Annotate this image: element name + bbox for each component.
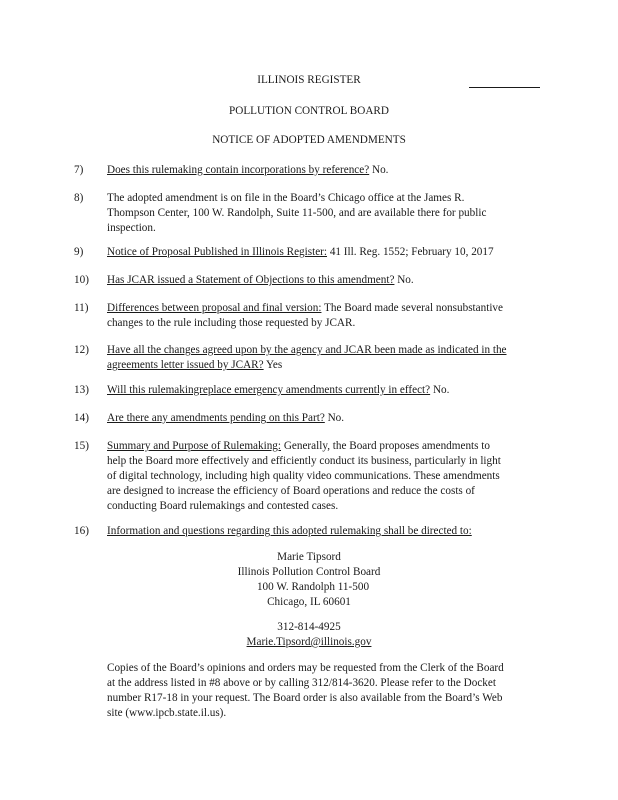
contact-address: 100 W. Randolph 11-500 xyxy=(256,581,370,593)
register-title: ILLINOIS REGISTER xyxy=(257,74,361,86)
item-number: 11) xyxy=(74,302,89,314)
item-number: 7) xyxy=(74,164,84,176)
notice-title: NOTICE OF ADOPTED AMENDMENTS xyxy=(212,134,406,146)
item-label: Differences between proposal and final version: xyxy=(107,302,322,314)
contact-phone: 312-814-4925 xyxy=(277,621,341,633)
item-text-line: Thompson Center, 100 W. Randolph, Suite 11-500, and are available there for public xyxy=(107,207,487,219)
contact-email[interactable] xyxy=(0,635,618,650)
email-link[interactable]: Marie.Tipsord@illinois.gov xyxy=(246,636,372,648)
item-label: Will this rulemakingreplace emergency amendments currently in effect? xyxy=(107,384,431,396)
closing-line: number R17-18 in your request. The Board order is also available from the Board’s Web xyxy=(107,692,503,704)
closing-paragraph xyxy=(107,661,543,721)
item-answer: No. xyxy=(369,164,389,176)
list-item xyxy=(107,524,543,539)
board-title: POLLUTION CONTROL BOARD xyxy=(229,105,389,117)
item-answer: 41 Ill. Reg. 1552; February 10, 2017 xyxy=(327,246,494,258)
item-text-line: changes to the rule including those requested by JCAR. xyxy=(107,317,356,329)
item-label: Notice of Proposal Published in Illinois Register: xyxy=(107,246,328,258)
item-number: 16) xyxy=(74,525,89,537)
closing-line: at the address listed in #8 above or by calling 312/814-3620. Please refer to the Docket xyxy=(107,677,496,689)
list-item xyxy=(107,383,543,398)
item-answer: No. xyxy=(324,412,345,424)
item-label: Information and questions regarding this adopted rulemaking shall be directed to: xyxy=(107,525,472,537)
item-label: Are there any amendments pending on this Part? xyxy=(107,412,325,424)
list-item xyxy=(107,191,543,236)
item-number: 10) xyxy=(74,274,89,286)
item-text-line: help the Board more effectively and efficiently conduct its business, particularly in light xyxy=(107,455,501,467)
list-item xyxy=(107,273,543,288)
item-number: 12) xyxy=(74,344,89,356)
item-label: Has JCAR issued a Statement of Objections to this amendment? xyxy=(107,274,395,286)
list-item xyxy=(107,343,543,373)
item-label: Have all the changes agreed upon by the agency and JCAR been made as indicated in the xyxy=(107,344,507,356)
contact-org: Illinois Pollution Control Board xyxy=(237,566,381,578)
closing-line: Copies of the Board’s opinions and orders may be requested from the Clerk of the Board xyxy=(107,662,504,674)
list-item xyxy=(107,301,543,331)
item-number: 9) xyxy=(74,246,84,258)
item-text-line: inspection. xyxy=(107,222,156,234)
item-number: 14) xyxy=(74,412,89,424)
item-label-continued: agreements letter issued by JCAR? xyxy=(107,359,264,371)
item-label: Does this rulemaking contain incorporations by reference? xyxy=(107,164,370,176)
list-item xyxy=(107,245,543,260)
item-number: 15) xyxy=(74,440,89,452)
item-number: 13) xyxy=(74,384,89,396)
item-text-line: of digital technology, including high quality video communications. These amendments xyxy=(107,470,500,482)
list-item xyxy=(107,411,543,426)
contact-name: Marie Tipsord xyxy=(277,551,341,563)
item-label: Summary and Purpose of Rulemaking: xyxy=(107,440,282,452)
item-answer: Yes xyxy=(263,359,283,371)
item-answer: No. xyxy=(430,384,450,396)
header-rule xyxy=(469,87,540,88)
item-number: 8) xyxy=(74,192,84,204)
item-answer: No. xyxy=(394,274,414,286)
list-item xyxy=(107,439,543,514)
item-answer: The Board made several nonsubstantive xyxy=(321,302,503,314)
item-text-line: The adopted amendment is on file in the Board’s Chicago office at the James R. xyxy=(107,192,465,204)
closing-line: site (www.ipcb.state.il.us). xyxy=(107,707,227,719)
item-text-line: conducting Board rulemakings and contested cases. xyxy=(107,500,339,512)
item-text-line: are designed to increase the efficiency of Board operations and reduce the costs of xyxy=(107,485,475,497)
contact-city: Chicago, IL 60601 xyxy=(267,596,351,608)
list-item xyxy=(107,163,543,178)
item-answer: Generally, the Board proposes amendments to xyxy=(281,440,490,452)
